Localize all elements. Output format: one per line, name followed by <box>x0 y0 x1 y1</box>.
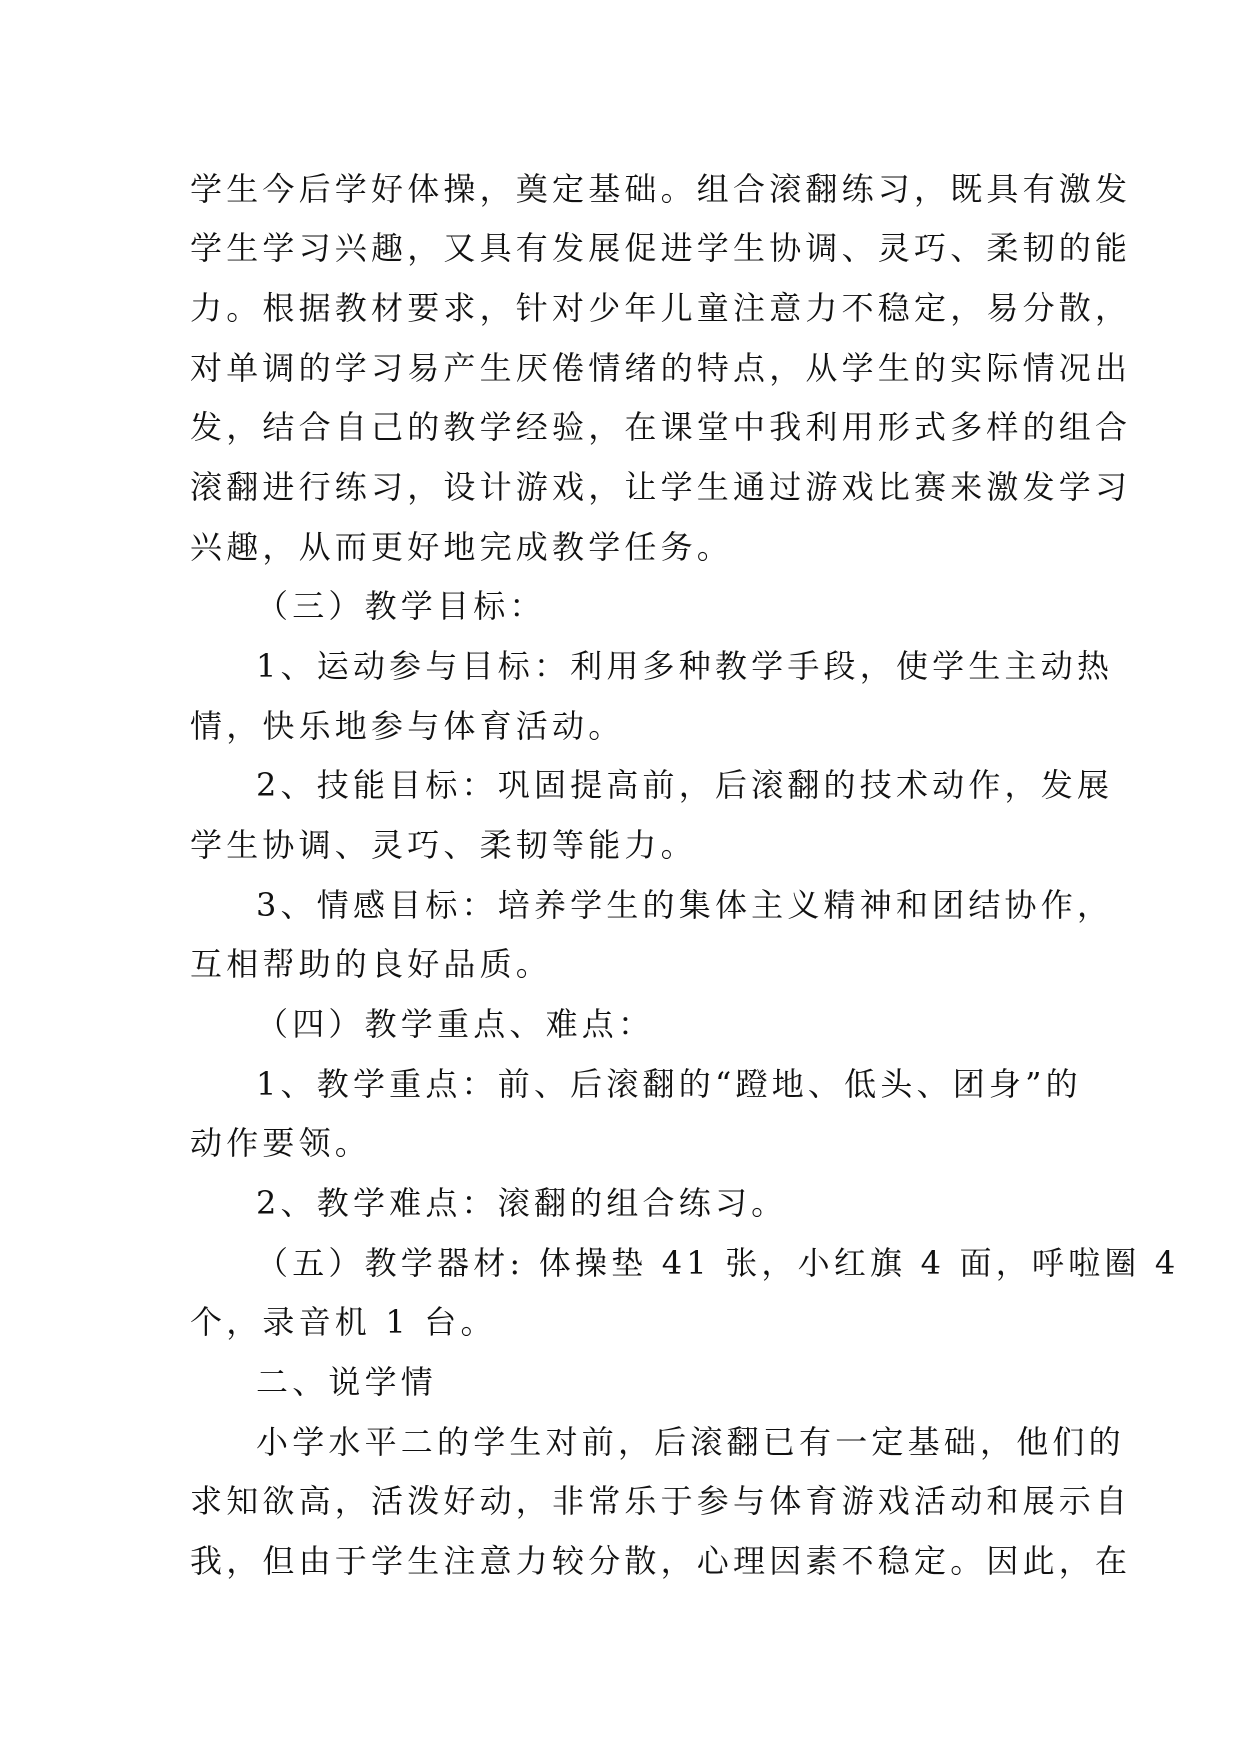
section-heading: （三）教学目标： <box>256 587 546 625</box>
text-line: 学生今后学好体操，奠定基础。组合滚翻练习，既具有激发 <box>190 170 1132 208</box>
text-line: 2、技能目标：巩固提高前，后滚翻的技术动作，发展 <box>256 766 1114 804</box>
text-line: 学生学习兴趣，又具有发展促进学生协调、灵巧、柔韧的能 <box>190 229 1132 267</box>
text-line: 个，录音机 1 台。 <box>190 1303 497 1341</box>
text-line: 小学水平二的学生对前，后滚翻已有一定基础，他们的 <box>256 1423 1125 1461</box>
text-line: 兴趣，从而更好地完成教学任务。 <box>190 528 734 566</box>
text-line: 2、教学难点：滚翻的组合练习。 <box>256 1184 788 1222</box>
text-line: 发，结合自己的教学经验，在课堂中我利用形式多样的组合 <box>190 408 1132 446</box>
section-heading: （五）教学器材: 体操垫 41 张，小红旗 4 面，呼啦圈 4 <box>256 1244 1180 1282</box>
text-line: 1、教学重点：前、后滚翻的“蹬地、低头、团身”的 <box>256 1065 1082 1103</box>
text-line: 动作要领。 <box>190 1124 372 1162</box>
text-line: 求知欲高，活泼好动，非常乐于参与体育游戏活动和展示自 <box>190 1482 1132 1520</box>
text-line: 学生协调、灵巧、柔韧等能力。 <box>190 826 697 864</box>
section-heading: 二、说学情 <box>256 1363 438 1401</box>
section-heading: （四）教学重点、难点： <box>256 1005 655 1043</box>
text-line: 滚翻进行练习，设计游戏，让学生通过游戏比赛来激发学习 <box>190 468 1132 506</box>
text-line: 我，但由于学生注意力较分散，心理因素不稳定。因此，在 <box>190 1542 1132 1580</box>
text-line: 互相帮助的良好品质。 <box>190 945 553 983</box>
text-line: 对单调的学习易产生厌倦情绪的特点，从学生的实际情况出 <box>190 349 1132 387</box>
text-line: 力。根据教材要求，针对少年儿童注意力不稳定，易分散， <box>190 289 1132 327</box>
text-line: 3、情感目标：培养学生的集体主义精神和团结协作， <box>256 886 1114 924</box>
text-line: 1、运动参与目标：利用多种教学手段，使学生主动热 <box>256 647 1114 685</box>
text-line: 情，快乐地参与体育活动。 <box>190 707 625 745</box>
